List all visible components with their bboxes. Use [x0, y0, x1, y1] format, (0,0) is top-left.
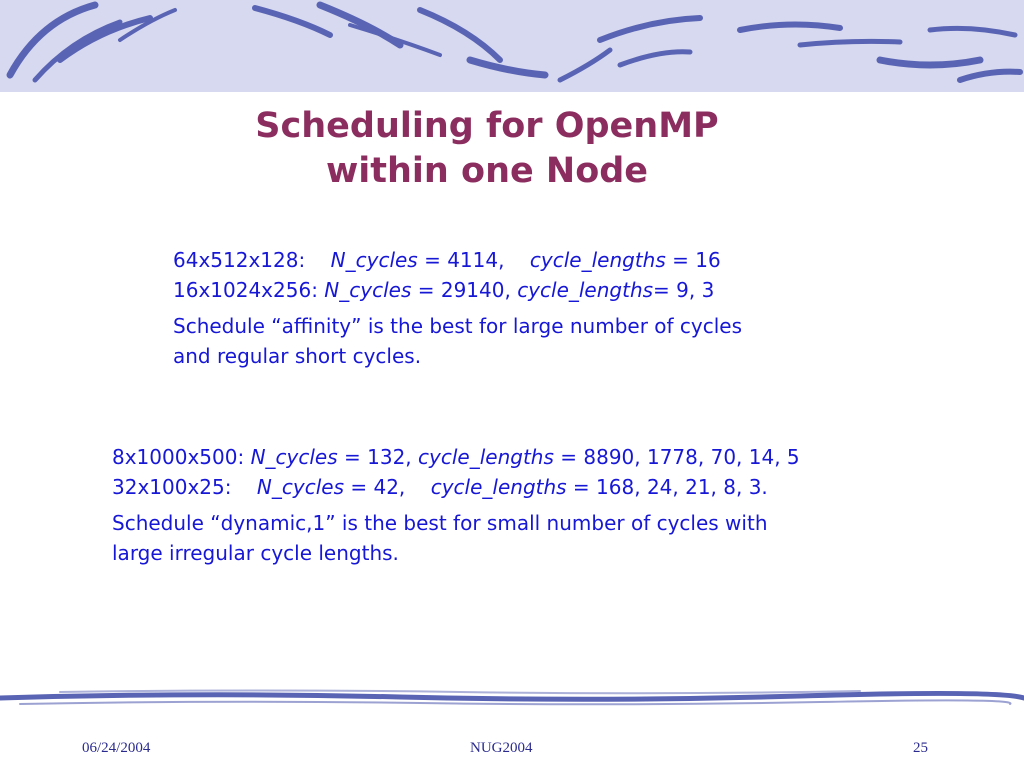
- footer-date: 06/24/2004: [82, 740, 151, 756]
- dynamic-conclusion: Schedule “dynamic,1” is the best for small number of cycles with large irregular cycle lengths.: [112, 511, 768, 565]
- dynamic-block: [112, 442, 800, 568]
- result-row-64x512x128: 64x512x128: N_cycles = 4114, cycle_lengths = 16: [173, 248, 721, 272]
- title-line-1: Scheduling for OpenMP: [255, 106, 719, 146]
- result-row-32x100x25: 32x100x25: N_cycles = 42, cycle_lengths = 168, 24, 21, 8, 3.: [112, 475, 768, 499]
- title-line-2: within one Node: [325, 151, 649, 191]
- page-number: 25: [913, 740, 928, 756]
- footer-event: NUG2004: [470, 740, 533, 756]
- result-row-8x1000x500: 8x1000x500: N_cycles = 132, cycle_lengths = 8890, 1778, 70, 14, 5: [112, 445, 800, 469]
- affinity-block: [173, 245, 742, 371]
- result-row-16x1024x256: 16x1024x256: N_cycles = 29140, cycle_lengths= 9, 3: [173, 278, 715, 302]
- slide-title: [0, 104, 974, 194]
- decorative-bottom-band: [0, 686, 1024, 712]
- decorative-banner: [0, 0, 1024, 92]
- affinity-conclusion: Schedule “affinity” is the best for large number of cycles and regular short cycles.: [173, 314, 743, 368]
